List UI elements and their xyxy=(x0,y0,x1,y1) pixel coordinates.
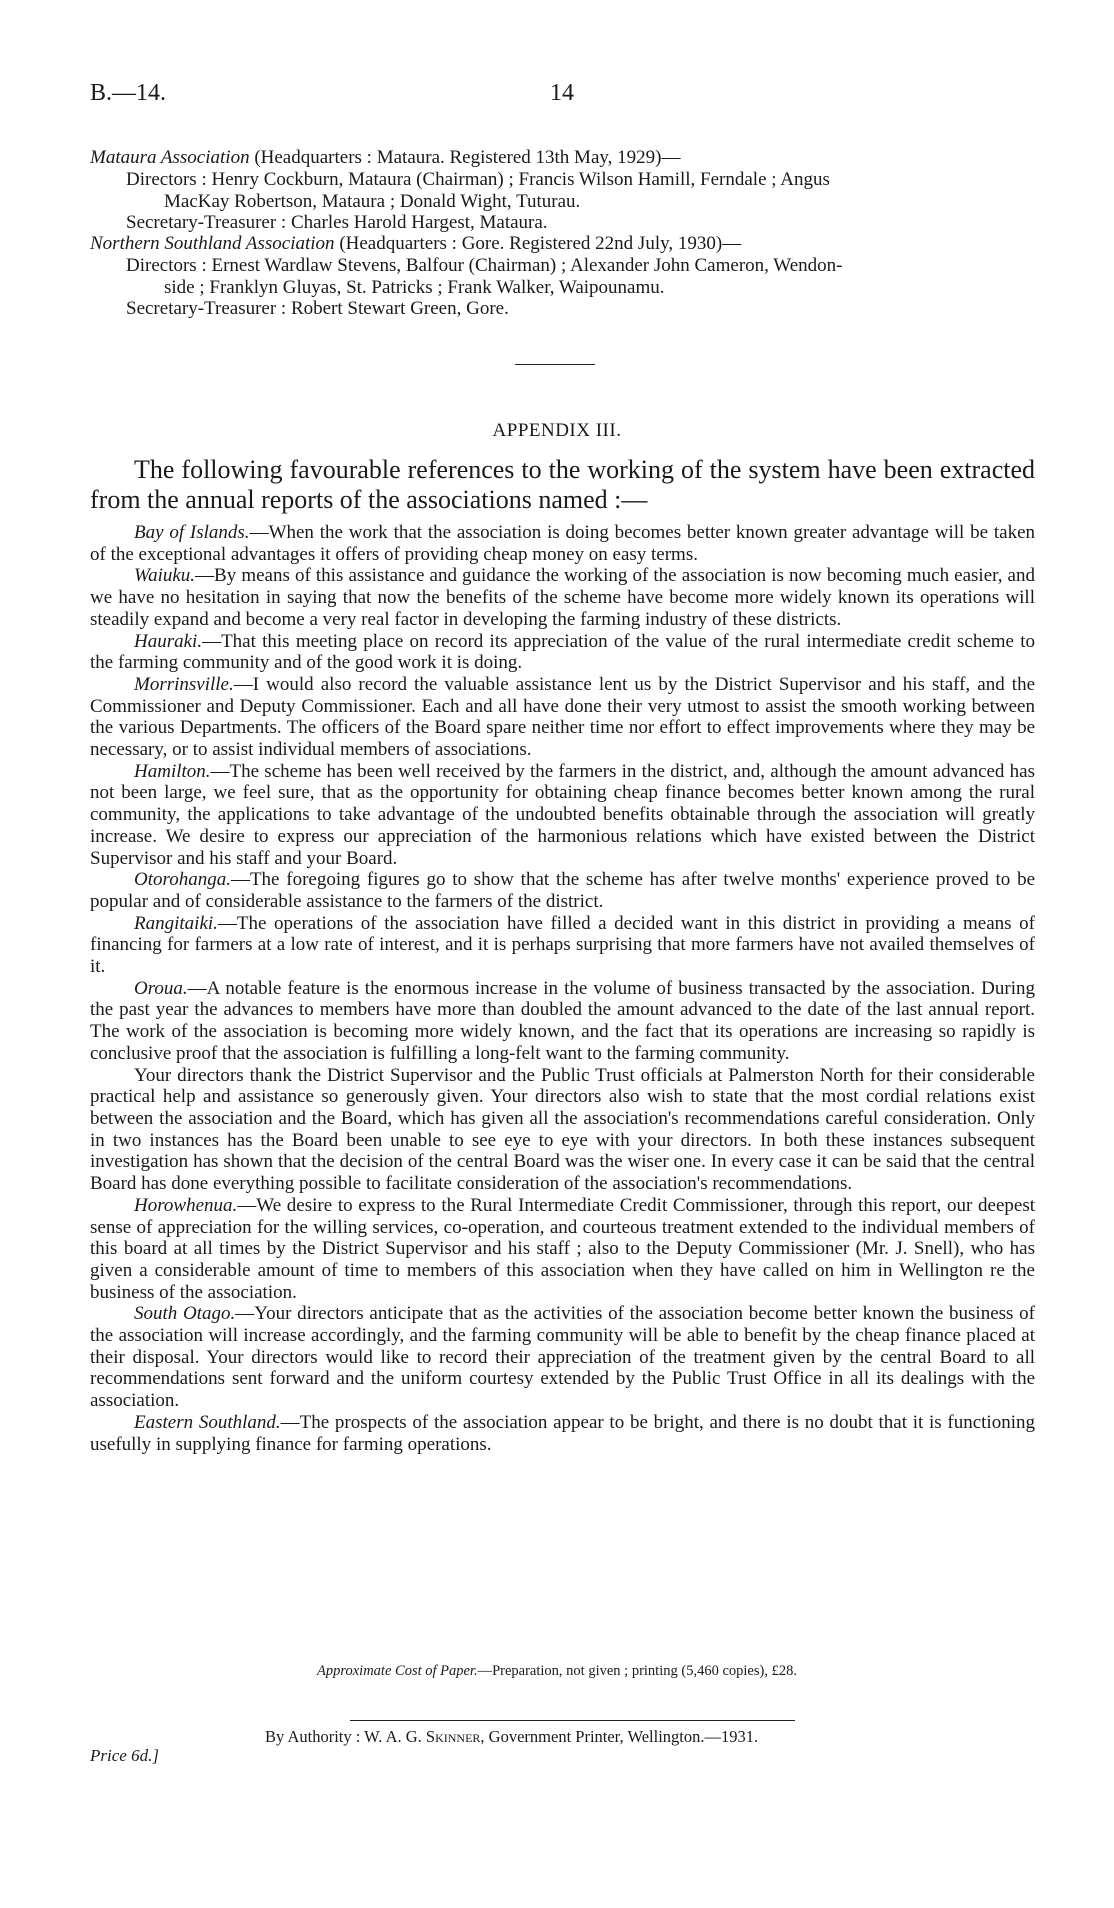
secretary-treasurer: Secretary-Treasurer : Robert Stewart Green, Gore. xyxy=(126,298,509,320)
reference-place: Oroua. xyxy=(134,977,188,999)
reference-paragraph xyxy=(90,978,1035,1065)
reference-paragraph xyxy=(90,761,1035,870)
page-code: B.—14. xyxy=(90,80,167,106)
cost-footnote xyxy=(0,1663,1114,1680)
reference-paragraph xyxy=(90,1412,1035,1455)
reference-paragraph xyxy=(90,522,1035,565)
printer-authority xyxy=(265,1727,965,1747)
reference-paragraph xyxy=(90,631,1035,674)
appendix-intro: The following favourable references to the working of the system have been extracted from the annual reports of the associations named :— xyxy=(90,455,1035,514)
reference-text: —That this meeting place on record its appreciation of the value of the rural intermediate credit scheme to the farming community and of the good work it is doing. xyxy=(90,630,1035,674)
reference-paragraph xyxy=(90,869,1035,912)
printer-name: Skinner xyxy=(425,1727,481,1746)
reference-paragraph xyxy=(90,1303,1035,1412)
reference-place: Hauraki. xyxy=(134,630,203,652)
reference-place: Horowhenua. xyxy=(134,1194,238,1216)
authority-prefix: By Authority : W. A. G. xyxy=(265,1727,426,1746)
reference-text: —A notable feature is the enormous increase in the volume of business transacted by the association. During the past year the advances to members have more than doubled the amount advanced to the date of the last annual report. The work of the association is becoming more widely known, and the fact that its operations are increasing so rapidly is conclusive proof that the association is fulfilling a long-felt want to the farming community. xyxy=(90,977,1035,1064)
reference-place: Morrinsville. xyxy=(134,673,234,695)
references-list xyxy=(90,522,1035,1455)
price-note: Price 6d.] xyxy=(90,1746,159,1765)
reference-place: Bay of Islands. xyxy=(134,522,250,543)
association-name: Mataura Association xyxy=(90,147,250,168)
reference-text: —When the work that the association is doing becomes better known greater advantage will be taken of the exceptional advantages it offers of providing cheap money on easy terms. xyxy=(90,522,1036,565)
reference-text: —The operations of the association have filled a decided want in this district in providing a means of financing for farmers at a low rate of interest, and it is perhaps surprising that more farmers have not availed themselves of it. xyxy=(90,912,1035,978)
cost-text: —Preparation, not given ; printing (5,460 copies), £28. xyxy=(477,1663,797,1679)
reference-place: Otorohanga. xyxy=(134,869,231,891)
reference-paragraph xyxy=(90,565,1035,630)
reference-paragraph xyxy=(90,674,1035,761)
reference-text: —Your directors anticipate that as the activities of the association become better known the business of the association will increase accordingly, and the farming community will be able to benefit by the cheap finance placed at their disposal. Your directors would like to record their appreciation of the treatment given by the central Board to all recommendations sent forward and the uniform courtesy extended by the Public Trust Office in all its dealings with the association. xyxy=(90,1303,1036,1412)
authority-suffix: , Government Printer, Wellington.—1931. xyxy=(480,1727,759,1746)
association-name: Northern Southland Association xyxy=(90,233,335,254)
association-heading xyxy=(90,233,1040,255)
section-divider xyxy=(515,364,595,365)
reference-place: Hamilton. xyxy=(134,760,211,782)
reference-paragraph xyxy=(90,913,1035,978)
reference-place: Eastern Southland. xyxy=(134,1411,281,1433)
reference-place: Waiuku. xyxy=(134,565,196,587)
reference-place: Rangitaiki. xyxy=(134,912,218,934)
association-details: (Headquarters : Mataura. Registered 13th May, 1929)— xyxy=(249,147,681,168)
directors-line: Directors : Ernest Wardlaw Stevens, Balfour (Chairman) ; Alexander John Cameron, Wendon- xyxy=(126,254,843,276)
footer-rule xyxy=(350,1720,795,1721)
page-number: 14 xyxy=(550,80,574,106)
reference-text: —The scheme has been well received by the farmers in the district, and, although the amount advanced has not been large, we feel sure, that as the opportunity for obtaining cheap finance becomes better known among the rural community, the applications to take advantage of the undoubted benefits obtainable through the association will greatly increase. We desire to express our appreciation of the harmonious relations which have existed between the District Supervisor and his staff and your Board. xyxy=(90,760,1035,869)
association-entry-northern-southland xyxy=(90,233,1040,320)
secretary-treasurer: Secretary-Treasurer : Charles Harold Hargest, Mataura. xyxy=(126,212,548,234)
association-heading xyxy=(90,147,1040,169)
cost-label: Approximate Cost of Paper. xyxy=(317,1663,478,1679)
directors-line: Directors : Henry Cockburn, Mataura (Chairman) ; Francis Wilson Hamill, Ferndale ; Angus xyxy=(126,168,830,190)
reference-text: —I would also record the valuable assistance lent us by the District Supervisor and his staff, and the Commissioner and Deputy Commissioner. Each and all have done their very utmost to assist the smooth working between the various Departments. The officers of the Board spare neither time nor effort to effect improvements where they may be necessary, or to assist individual members of associations. xyxy=(90,673,1035,761)
appendix-title: APPENDIX III. xyxy=(492,420,622,441)
reference-text: —The foregoing figures go to show that the scheme has after twelve months' experience proved to be popular and of considerable assistance to the farmers of the district. xyxy=(90,869,1035,912)
reference-text: —By means of this assistance and guidance the working of the association is now becoming much easier, and we have no hesitation in saying that now the benefits of the scheme have become more widely known its operations will steadily expand and become a very real factor in developing the farming industry of these districts. xyxy=(90,565,1035,630)
page-header xyxy=(90,80,1110,110)
association-entry-mataura xyxy=(90,147,1040,234)
reference-place: South Otago. xyxy=(134,1303,236,1325)
reference-paragraph xyxy=(90,1065,1035,1195)
directors-line-continued: side ; Franklyn Gluyas, St. Patricks ; Frank Walker, Waipounamu. xyxy=(164,276,665,298)
association-details: (Headquarters : Gore. Registered 22nd July, 1930)— xyxy=(334,233,742,254)
reference-text: —We desire to express to the Rural Intermediate Credit Commissioner, through this report, our deepest sense of appreciation for the willing services, co-operation, and courteous treatment extended to the individual members of this board at all times by the District Supervisor and his staff ; also to the Deputy Commissioner (Mr. J. Snell), who has given a considerable amount of time to members of this association when they have called on him in Wellington re the business of the association. xyxy=(90,1194,1035,1303)
directors-line-continued: MacKay Robertson, Mataura ; Donald Wight, Tuturau. xyxy=(164,190,581,212)
reference-text: Your directors thank the District Supervisor and the Public Trust officials at Palmerston North for their considerable practical help and assistance so generously given. Your directors also wish to state that the most cordial relations exist between the association and the Board, which has given all the association's recommendations careful consideration. Only in two instances has the Board been unable to see eye to eye with your directors. In both these instances subsequent investigation has shown that the decision of the central Board was the wiser one. In every case it can be said that the central Board has done everything possible to facilitate consideration of the association's recommendations. xyxy=(90,1064,1035,1195)
reference-text: —The prospects of the association appear to be bright, and there is no doubt that it is functioning usefully in supplying finance for farming operations. xyxy=(90,1411,1035,1455)
reference-paragraph xyxy=(90,1195,1035,1304)
